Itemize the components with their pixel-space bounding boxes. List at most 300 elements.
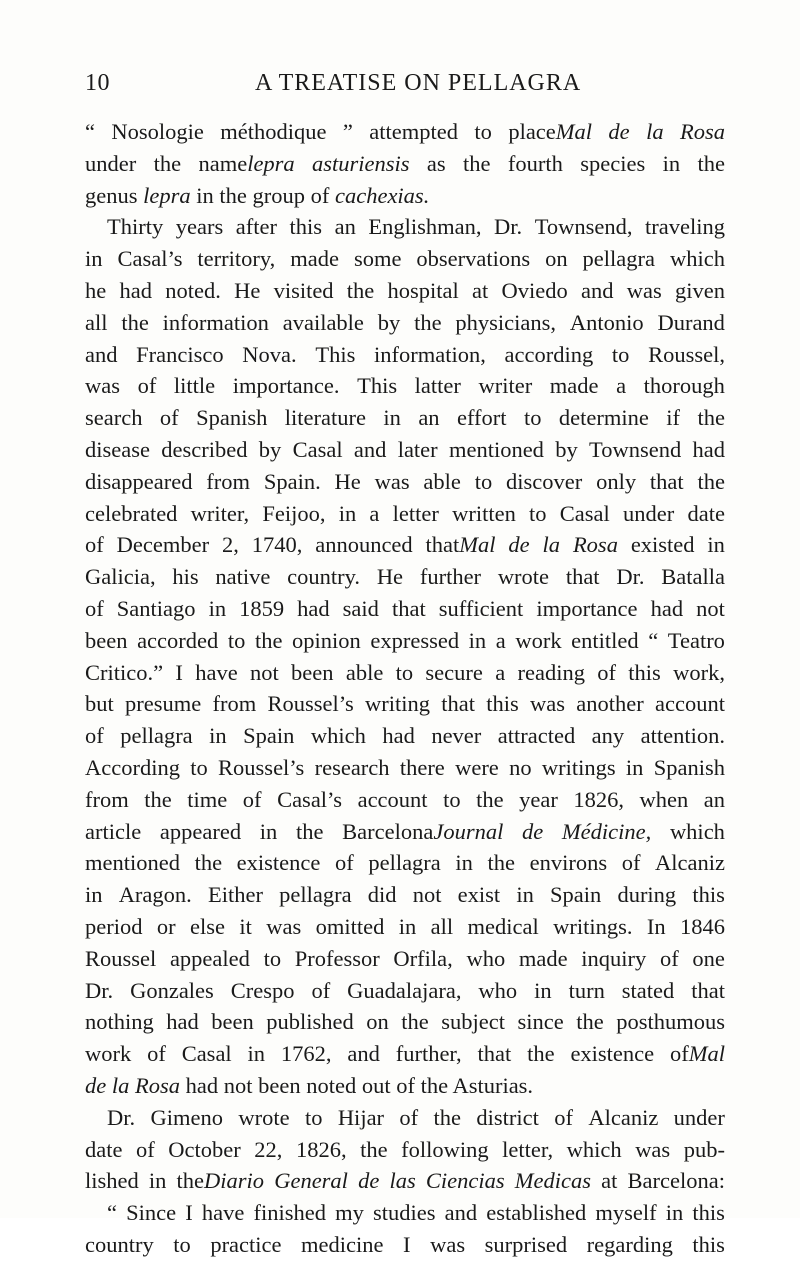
word: this xyxy=(628,659,661,685)
word: la xyxy=(542,532,561,558)
page-number: 10 xyxy=(85,70,110,96)
word: Nosologie xyxy=(111,119,204,144)
word: disease xyxy=(85,436,150,462)
word: of xyxy=(242,786,262,812)
word: under xyxy=(623,500,675,526)
word: presume xyxy=(125,691,202,717)
word: Santiago xyxy=(116,595,196,621)
word: in xyxy=(516,882,534,908)
word: in xyxy=(398,913,417,939)
text-line xyxy=(85,370,725,402)
word: some xyxy=(353,246,402,272)
word: was xyxy=(635,1136,671,1162)
word: attention. xyxy=(640,723,725,749)
word: of xyxy=(85,723,104,749)
word: one xyxy=(692,945,725,971)
word: the xyxy=(476,786,504,812)
word: existence xyxy=(236,850,321,876)
word: writings xyxy=(541,754,616,780)
word: the xyxy=(414,309,442,335)
word: the xyxy=(144,786,172,812)
word: Batalla xyxy=(661,564,725,590)
word: to xyxy=(304,1104,323,1130)
word: from xyxy=(206,468,251,494)
word: in xyxy=(85,246,103,272)
word: He xyxy=(234,277,261,303)
word: made xyxy=(549,373,599,399)
word: expressed xyxy=(370,627,460,653)
word: the xyxy=(254,627,283,653)
word: pellagra xyxy=(120,723,193,749)
word: any xyxy=(591,723,625,749)
word: Since xyxy=(126,1200,177,1226)
word: territory, xyxy=(197,246,276,272)
word: Townsend xyxy=(589,436,682,462)
word: and xyxy=(347,1041,380,1067)
word: He xyxy=(376,564,404,590)
text-line xyxy=(85,1134,725,1166)
word: determine xyxy=(558,405,649,431)
word: little xyxy=(173,373,216,399)
word: de xyxy=(608,119,630,144)
word: this xyxy=(486,691,519,717)
word: importance. xyxy=(232,373,340,399)
text-line xyxy=(85,243,725,275)
word: traveling xyxy=(645,214,725,240)
word: the xyxy=(433,1104,462,1130)
word: Spanish xyxy=(196,405,268,431)
word: which xyxy=(669,246,725,272)
word: Spanish xyxy=(653,754,725,780)
word: Alcaniz xyxy=(655,850,725,876)
word: Townsend, xyxy=(534,214,633,240)
word: to xyxy=(443,786,461,812)
word: in xyxy=(665,1200,684,1226)
word: the xyxy=(527,1041,555,1067)
word: 1846 xyxy=(679,913,725,939)
word: practice xyxy=(210,1231,282,1257)
word: able xyxy=(345,659,384,685)
word: medicine xyxy=(301,1231,384,1257)
word: of xyxy=(159,405,179,431)
word: wrote xyxy=(497,564,550,590)
word: ofMal xyxy=(670,1041,725,1067)
word: placeMal xyxy=(508,119,593,144)
word: appealed xyxy=(169,945,250,971)
word: that xyxy=(691,977,725,1003)
word: after xyxy=(235,214,278,240)
word: reading xyxy=(517,659,585,685)
word: ” xyxy=(342,119,353,144)
word: did xyxy=(367,882,397,908)
word: In xyxy=(646,913,666,939)
word: to xyxy=(227,627,246,653)
word: years xyxy=(175,214,224,240)
word: the xyxy=(121,309,149,335)
word: and xyxy=(444,1200,478,1226)
text-line xyxy=(85,466,725,498)
word: of xyxy=(334,850,354,876)
word: the xyxy=(153,150,182,176)
word: finished xyxy=(253,1200,326,1226)
word: an xyxy=(418,405,440,431)
word: “ xyxy=(85,119,95,144)
word: information, xyxy=(374,341,486,367)
word: and xyxy=(85,341,118,367)
text-line xyxy=(85,975,725,1007)
text-line xyxy=(85,529,725,561)
word: following xyxy=(401,1136,489,1162)
word: my xyxy=(335,1200,364,1226)
word: Alcaniz xyxy=(588,1104,659,1130)
word: in xyxy=(247,1041,266,1067)
word: as xyxy=(426,150,446,176)
word: 22, xyxy=(254,1136,283,1162)
italic-segment: lepra xyxy=(143,182,191,208)
word: the xyxy=(697,405,725,431)
word: which xyxy=(566,1136,622,1162)
word: Roussel, xyxy=(648,341,725,367)
text-line xyxy=(85,847,725,879)
text-line xyxy=(85,148,725,180)
word: Feijoo, xyxy=(262,500,326,526)
word: of xyxy=(399,1104,419,1130)
word: Roussel xyxy=(85,945,157,971)
word: the xyxy=(487,850,515,876)
word: have xyxy=(201,1200,245,1226)
word: turn xyxy=(568,977,605,1003)
word: 2, xyxy=(221,532,239,558)
word: was xyxy=(430,1231,466,1257)
word: the xyxy=(360,1136,388,1162)
word: account xyxy=(357,786,428,812)
word: work, xyxy=(673,659,725,685)
word: and xyxy=(580,277,614,303)
word: Casal xyxy=(181,1041,232,1067)
word: to xyxy=(474,119,492,144)
word: was xyxy=(626,277,662,303)
word: Ciencias xyxy=(425,1168,505,1194)
word: posthumous xyxy=(616,1009,725,1035)
word: the xyxy=(463,150,491,176)
running-head: A TREATISE ON PELLAGRA xyxy=(255,70,582,96)
text-line xyxy=(85,339,725,371)
word: surprised xyxy=(484,1231,568,1257)
word: literature xyxy=(284,405,366,431)
text-line xyxy=(85,498,725,530)
word: Spain xyxy=(243,723,295,749)
word: available xyxy=(282,309,364,335)
text-line xyxy=(85,307,725,339)
word: an xyxy=(703,786,725,812)
word: by xyxy=(258,436,282,462)
word: namelepra xyxy=(198,150,295,176)
word: of xyxy=(621,850,641,876)
word: of xyxy=(137,373,157,399)
word: to xyxy=(263,945,282,971)
word: Either xyxy=(207,882,263,908)
word: la xyxy=(646,119,664,144)
word: on xyxy=(545,246,568,272)
word: from xyxy=(212,691,257,717)
word: Gimeno xyxy=(150,1104,223,1130)
word: accorded xyxy=(137,627,219,653)
word: October xyxy=(168,1136,241,1162)
word: work xyxy=(515,627,562,653)
word: studies xyxy=(373,1200,436,1226)
word: to xyxy=(611,341,630,367)
text-line xyxy=(85,434,725,466)
word: 1859 xyxy=(239,595,285,621)
word: stated xyxy=(621,977,675,1003)
word: had xyxy=(297,595,330,621)
word: visited xyxy=(273,277,334,303)
word: later xyxy=(397,436,438,462)
text-line xyxy=(85,625,725,657)
word: country xyxy=(85,1231,154,1257)
word: Dr. xyxy=(85,977,114,1003)
word: thatMal xyxy=(425,532,496,558)
word: Spain xyxy=(550,882,602,908)
word: myself xyxy=(595,1200,657,1226)
word: Medicas xyxy=(514,1168,591,1194)
word: Gonzales xyxy=(130,977,214,1003)
text-line xyxy=(85,275,725,307)
word: at xyxy=(472,277,489,303)
word: a xyxy=(495,659,506,685)
word: Casal’s xyxy=(117,246,183,272)
word: during xyxy=(617,882,677,908)
word: information xyxy=(162,309,269,335)
word: December xyxy=(116,532,210,558)
word: able xyxy=(423,468,461,494)
word: been xyxy=(85,627,128,653)
text-line xyxy=(85,720,725,752)
word: of xyxy=(85,595,104,621)
word: to xyxy=(474,468,493,494)
word: not xyxy=(412,882,442,908)
word: it xyxy=(239,913,252,939)
word: Dr. xyxy=(494,214,523,240)
text-line xyxy=(85,816,725,848)
word: Aragon. xyxy=(118,882,192,908)
word: the xyxy=(697,468,725,494)
word: de xyxy=(358,1168,380,1194)
word: to xyxy=(529,500,547,526)
word: never xyxy=(431,723,482,749)
word: another xyxy=(576,691,644,717)
word: had xyxy=(119,277,152,303)
word: Francisco xyxy=(136,341,224,367)
text-line xyxy=(85,1229,725,1261)
word: Crespo xyxy=(230,977,295,1003)
word: been xyxy=(211,1009,254,1035)
word: described xyxy=(161,436,248,462)
word: the xyxy=(295,818,324,844)
word: sufficient xyxy=(438,595,524,621)
word: from xyxy=(85,786,129,812)
word: given xyxy=(674,277,725,303)
word: species xyxy=(580,150,646,176)
word: said xyxy=(342,595,379,621)
word: Nova. xyxy=(242,341,297,367)
word: all xyxy=(430,913,454,939)
word: this xyxy=(289,214,323,240)
word: in xyxy=(208,595,227,621)
word: theDiario xyxy=(176,1168,265,1194)
word: medical xyxy=(467,913,539,939)
word: Durand xyxy=(657,309,725,335)
word: this xyxy=(692,882,725,908)
word: de xyxy=(508,532,530,558)
word: was xyxy=(530,691,566,717)
word: inquiry xyxy=(581,945,647,971)
text-line xyxy=(85,688,725,720)
word: if xyxy=(666,405,681,431)
text-line xyxy=(85,211,725,243)
italic-segment: cachexias. xyxy=(334,182,430,208)
word: year xyxy=(519,786,558,812)
word: pellagra xyxy=(582,246,656,272)
word: had xyxy=(382,723,415,749)
word: exist xyxy=(457,882,501,908)
word: in xyxy=(338,500,357,526)
text-segment: genus xyxy=(85,182,144,208)
word: Antonio xyxy=(569,309,644,335)
italic-segment: de la Rosa xyxy=(85,1072,180,1098)
word: published xyxy=(266,1009,354,1035)
word: all xyxy=(85,309,108,335)
word: lished xyxy=(85,1168,139,1194)
word: and xyxy=(353,436,387,462)
word: in xyxy=(625,754,644,780)
word: under xyxy=(85,150,137,176)
word: I xyxy=(403,1231,411,1257)
word: According xyxy=(85,754,180,780)
word: further xyxy=(419,564,482,590)
word: pellagra xyxy=(279,882,352,908)
word: Professor xyxy=(294,945,380,971)
word: celebrated xyxy=(85,500,178,526)
word: attempted xyxy=(369,119,459,144)
text-line xyxy=(85,1006,725,1038)
word: the xyxy=(401,1009,429,1035)
word: only xyxy=(596,468,637,494)
word: further, xyxy=(395,1041,462,1067)
word: that xyxy=(477,1041,512,1067)
word: to xyxy=(523,405,542,431)
text-line xyxy=(85,943,725,975)
word: Critico.” xyxy=(85,659,164,685)
word: writer, xyxy=(190,500,250,526)
word: which xyxy=(310,723,366,749)
word: Roussel’s xyxy=(267,691,354,717)
word: research xyxy=(314,754,390,780)
text-line xyxy=(85,180,725,212)
word: were xyxy=(455,754,499,780)
word: letter, xyxy=(502,1136,554,1162)
word: writings. xyxy=(553,913,633,939)
word: that xyxy=(565,564,600,590)
word: environs xyxy=(529,850,608,876)
word: noted. xyxy=(165,277,221,303)
word: of xyxy=(597,659,616,685)
word: no xyxy=(509,754,532,780)
word: an xyxy=(334,214,356,240)
word: Teatro xyxy=(667,627,725,653)
word: had xyxy=(692,436,725,462)
word: date xyxy=(687,500,725,526)
word: méthodique xyxy=(220,119,327,144)
word: de xyxy=(522,818,544,844)
word: account xyxy=(655,691,725,717)
word: not xyxy=(696,595,725,621)
word: General xyxy=(274,1168,348,1194)
word: Englishman, xyxy=(368,214,482,240)
word: Dr. xyxy=(616,564,645,590)
word: established xyxy=(486,1200,587,1226)
word: the xyxy=(194,850,223,876)
word: Casal xyxy=(292,436,343,462)
text-line xyxy=(85,752,725,784)
word: I xyxy=(185,1200,193,1226)
word: “ xyxy=(107,1200,117,1226)
word: the xyxy=(346,277,375,303)
word: made xyxy=(290,246,339,272)
word: in xyxy=(468,627,487,653)
text-line xyxy=(85,1197,725,1229)
word: This xyxy=(315,341,356,367)
word: according xyxy=(504,341,594,367)
word: latter xyxy=(414,373,461,399)
text-line xyxy=(85,784,725,816)
word: by xyxy=(555,436,578,462)
word: in xyxy=(85,882,103,908)
word: Médicine, xyxy=(561,818,652,844)
word: Dr. xyxy=(107,1104,136,1130)
word: at xyxy=(601,1168,618,1194)
word: by xyxy=(377,309,401,335)
word: He xyxy=(334,468,361,494)
word: made xyxy=(518,945,568,971)
word: “ xyxy=(648,627,659,653)
word: 1826, xyxy=(295,1136,347,1162)
word: omitted xyxy=(315,913,385,939)
word: appeared xyxy=(159,818,242,844)
word: mentioned xyxy=(448,436,544,462)
word: existed xyxy=(630,532,695,558)
word: on xyxy=(366,1009,389,1035)
word: writing xyxy=(365,691,431,717)
word: had xyxy=(650,595,684,621)
word: the xyxy=(697,150,725,176)
word: subject xyxy=(441,1009,505,1035)
text-line xyxy=(85,1038,725,1070)
word: which xyxy=(669,818,725,844)
word: Rosa xyxy=(679,119,725,144)
word: writer xyxy=(478,373,533,399)
word: period xyxy=(85,913,143,939)
word: country. xyxy=(287,564,361,590)
word: thorough xyxy=(643,373,725,399)
text-line xyxy=(85,657,725,689)
word: of xyxy=(659,945,679,971)
word: pellagra xyxy=(368,850,441,876)
word: search xyxy=(85,405,143,431)
word: a xyxy=(495,627,506,653)
word: in xyxy=(259,818,278,844)
word: that xyxy=(391,595,426,621)
